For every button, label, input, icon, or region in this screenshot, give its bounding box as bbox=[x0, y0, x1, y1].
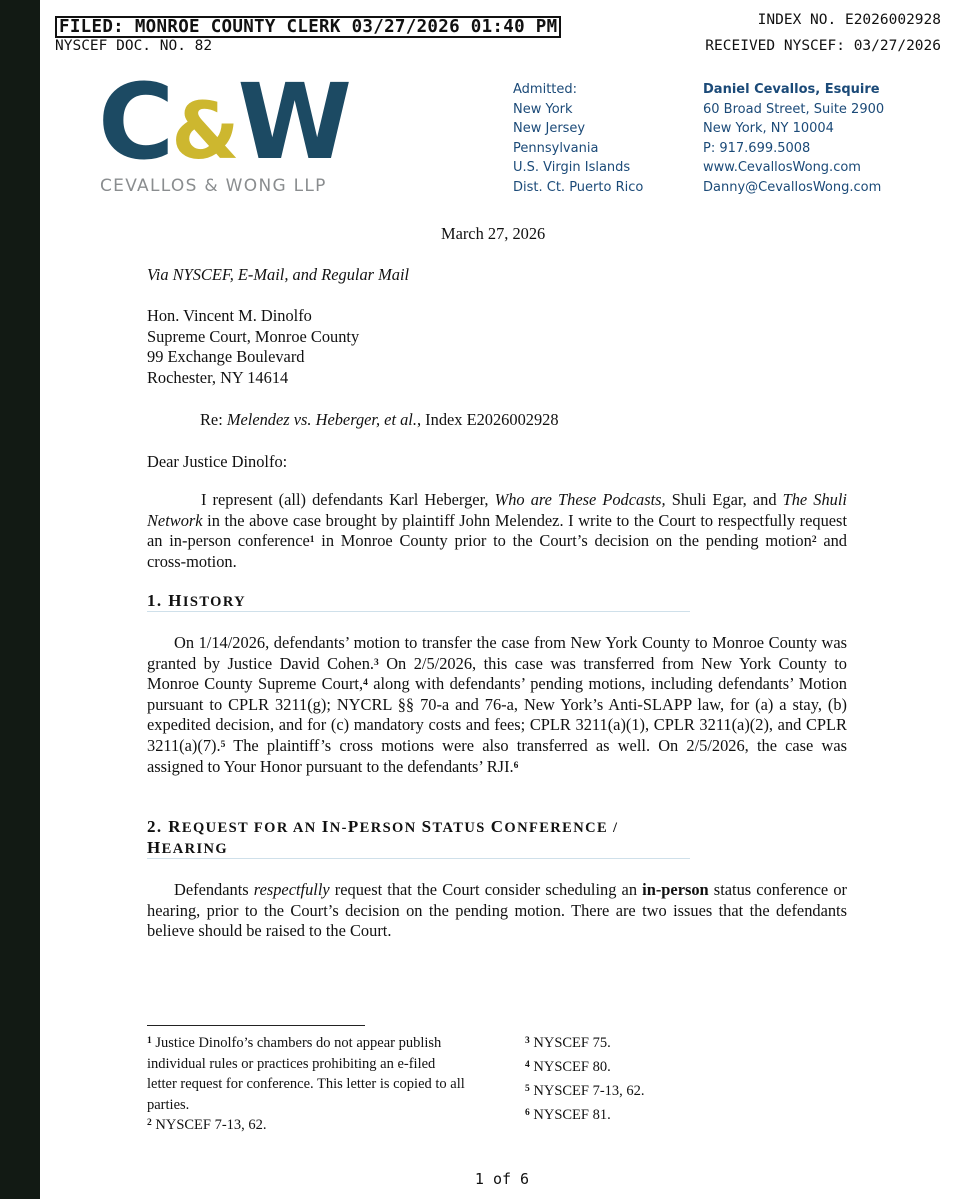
footnote-ref: 5 bbox=[220, 739, 226, 750]
admitted-item: U.S. Virgin Islands bbox=[513, 160, 631, 176]
admitted-label: Admitted: bbox=[513, 82, 578, 97]
history-paragraph: On 1/14/2026, defendants’ motion to transfer the case from New York County to Monroe County was granted by Justice David Cohen.$^3$ On 2/5/2026, this case was transferred from New York County to Monroe County Supreme Court,$^4$ along with defendants’ pending motions, including defendants’ Motion pursuant to CPLR 3211(g); NYCRL §§ 70-a and 76-a, New York’s Anti-SLAPP law, for (a) a stay, (b) expedited decision, and for (c) mandatory costs and fees; CPLR 3211(a)(1), CPLR 3211(a)(2), and CPLR 3211(a)(7).$^5$ The plaintiff’s cross motions were also transferred as well. On 2/5/2026, the case was assigned to Your Honor pursuant to the defendants’ RJI.$^6$ bbox=[147, 633, 847, 776]
firm-logo bbox=[98, 61, 368, 200]
footnote-1: $^1$ Justice Dinolfo’s chambers do not appear publish individual rules or practices prohibiting an e-filed letter request for conference. This letter is copied to all parties. bbox=[147, 1035, 465, 1113]
delivery-method: Via NYSCEF, E-Mail, and Regular Mail bbox=[147, 265, 410, 284]
footnote-3: $^3$ NYSCEF 75. bbox=[525, 1035, 611, 1051]
street-address: 60 Broad Street, Suite 2900 bbox=[703, 101, 885, 117]
footnote-ref: 3 bbox=[374, 657, 379, 668]
addressee-street: 99 Exchange Boulevard bbox=[147, 347, 305, 367]
index-number: INDEX NO. E2026002928 bbox=[757, 12, 941, 28]
section-divider bbox=[147, 858, 690, 859]
footnote-5: $^5$ NYSCEF 7-13, 62. bbox=[525, 1083, 645, 1099]
page-number: 1 of 6 bbox=[474, 1170, 530, 1188]
re-line: Re: Melendez vs. Heberger, et al., Index E2026002928 bbox=[200, 410, 559, 429]
email-link[interactable]: Danny@CevallosWong.com bbox=[703, 179, 882, 195]
filed-stamp: FILED: MONROE COUNTY CLERK 03/27/2026 01:40 PM bbox=[55, 16, 561, 38]
website-link[interactable]: www.CevallosWong.com bbox=[703, 160, 861, 176]
footnote-ref: 4 bbox=[363, 678, 368, 689]
footnote-ref: 6 bbox=[513, 760, 519, 771]
footnote-ref: 2 bbox=[811, 535, 817, 546]
firm-name: CEVALLOS & WONG LLP bbox=[100, 176, 327, 196]
admitted-list bbox=[513, 80, 643, 198]
footnote-ref: 1 bbox=[309, 535, 315, 546]
footnote-6: $^6$ NYSCEF 81. bbox=[525, 1107, 611, 1123]
section-heading-request: 2. REQUEST FOR AN IN-PERSON STATUS CONFERENCE / HEARING bbox=[147, 817, 619, 857]
salutation: Dear Justice Dinolfo: bbox=[147, 452, 288, 471]
footnote-2: $^2$ NYSCEF 7-13, 62. bbox=[147, 1117, 267, 1133]
letter-date: March 27, 2026 bbox=[441, 224, 546, 243]
request-paragraph: Defendants respectfully request that the Court consider scheduling an in-person status conference or hearing, prior to the Court’s decision on the pending motion. There are two issues that the defendants believe should be raised to the Court. bbox=[147, 880, 847, 941]
admitted-item: Pennsylvania bbox=[513, 140, 599, 156]
contact-block bbox=[703, 80, 884, 198]
section-divider bbox=[147, 611, 690, 612]
intro-paragraph: I represent (all) defendants Karl Heberger, Who are These Podcasts, Shuli Egar, and The Shuli Network in the above case brought by plaintiff John Melendez. I write to the Court to respectfully request an in-person conference$^1$ in Monroe County prior to the Court’s decision on the pending motion$^2$ and cross-motion. bbox=[147, 490, 847, 571]
attorney-name: Daniel Cevallos, Esquire bbox=[703, 82, 880, 97]
addressee-block bbox=[147, 306, 359, 388]
admitted-item: Dist. Ct. Puerto Rico bbox=[513, 179, 644, 195]
admitted-item: New Jersey bbox=[513, 121, 586, 137]
footnote-4: $^4$ NYSCEF 80. bbox=[525, 1059, 611, 1075]
section-heading-history: 1. HISTORY bbox=[147, 591, 247, 610]
received-date: RECEIVED NYSCEF: 03/27/2026 bbox=[705, 38, 941, 54]
city-state-zip: New York, NY 10004 bbox=[703, 121, 834, 137]
admitted-item: New York bbox=[513, 101, 573, 117]
case-name: Melendez vs. Heberger, et al. bbox=[226, 410, 417, 429]
addressee-court: Supreme Court, Monroe County bbox=[147, 326, 360, 346]
document-page bbox=[40, 0, 964, 1199]
addressee-city: Rochester, NY 14614 bbox=[147, 367, 289, 387]
footnote-separator bbox=[147, 1025, 365, 1026]
logo-monogram: C&W bbox=[98, 61, 350, 183]
addressee-name: Hon. Vincent M. Dinolfo bbox=[147, 306, 312, 325]
phone-number: P: 917.699.5008 bbox=[703, 140, 811, 156]
nyscef-doc-number: NYSCEF DOC. NO. 82 bbox=[55, 38, 213, 54]
